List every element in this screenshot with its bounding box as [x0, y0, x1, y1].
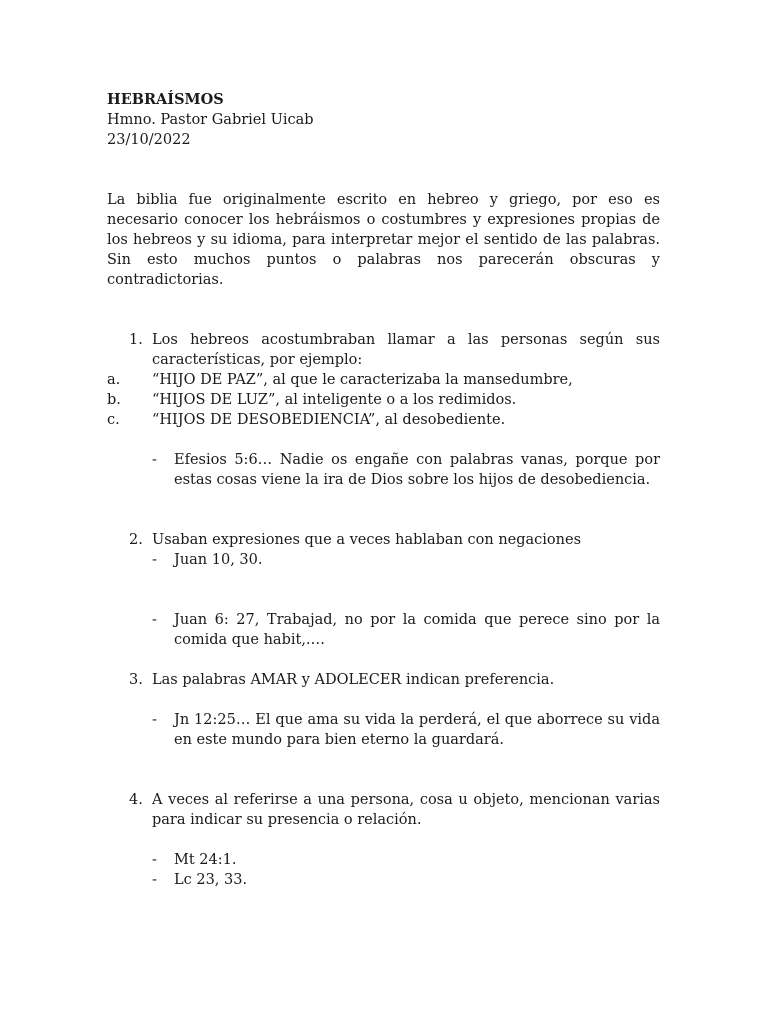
numbered-item-2: [107, 530, 660, 550]
section-3: [107, 670, 660, 750]
item-text: Las palabras AMAR y ADOLECER indican preferencia.: [152, 672, 555, 688]
scripture-reference: [107, 710, 660, 750]
section-4: [107, 790, 660, 890]
letter-item-b: [107, 390, 660, 410]
item-text: “HIJOS DE DESOBEDIENCIA”, al desobediente.: [152, 412, 506, 428]
scripture-reference: [107, 550, 660, 570]
section-2: [107, 530, 660, 650]
reference-text: Juan 6: 27, Trabajad, no por la comida que perece sino por la comida que habit,.…: [174, 612, 660, 648]
numbered-item-1: [107, 330, 660, 370]
reference-text: Jn 12:25… El que ama su vida la perderá, el que aborrece su vida en este mundo para bien eterno la guardará.: [174, 712, 660, 748]
item-letter: a.: [107, 372, 121, 388]
item-text: “HIJOS DE LUZ”, al inteligente o a los redimidos.: [152, 392, 517, 408]
item-number: 3.: [129, 672, 143, 688]
reference-text: Lc 23, 33.: [174, 872, 248, 888]
dash-bullet: -: [152, 872, 157, 888]
scripture-reference: [107, 610, 660, 650]
date-line: 23/10/2022: [107, 132, 191, 148]
letter-item-c: [107, 410, 660, 430]
letter-item-a: [107, 370, 660, 390]
item-text: A veces al referirse a una persona, cosa u objeto, mencionan varias para indicar su presencia o relación.: [152, 792, 660, 828]
author-line: Hmno. Pastor Gabriel Uicab: [107, 112, 314, 128]
intro-paragraph: La biblia fue originalmente escrito en hebreo y griego, por eso es necesario conocer los hebráismos o costumbres y expresiones propias de los hebreos y su idioma, para interpretar mejor el sentido de las palabras. Sin esto muchos puntos o palabras nos parecerán obscuras y contradictorias.: [107, 192, 660, 288]
item-number: 2.: [129, 532, 143, 548]
scripture-reference: [107, 870, 660, 890]
item-number: 4.: [129, 792, 143, 808]
dash-bullet: -: [152, 612, 157, 628]
dash-bullet: -: [152, 452, 157, 468]
numbered-item-3: [107, 670, 660, 690]
item-letter: c.: [107, 412, 120, 428]
document-title: HEBRAÍSMOS: [107, 91, 224, 108]
reference-text: Juan 10, 30.: [174, 552, 263, 568]
scripture-reference: [107, 450, 660, 490]
item-number: 1.: [129, 332, 143, 348]
dash-bullet: -: [152, 712, 157, 728]
reference-text: Mt 24:1.: [174, 852, 237, 868]
section-1: [107, 330, 660, 490]
scripture-reference: [107, 850, 660, 870]
item-letter: b.: [107, 392, 121, 408]
item-text: Los hebreos acostumbraban llamar a las personas según sus características, por ejemplo:: [152, 332, 660, 368]
item-text: Usaban expresiones que a veces hablaban con negaciones: [152, 532, 582, 548]
item-text: “HIJO DE PAZ”, al que le caracterizaba la mansedumbre,: [152, 372, 573, 388]
reference-text: Efesios 5:6… Nadie os engañe con palabras vanas, porque por estas cosas viene la ira de Dios sobre los hijos de desobediencia.: [174, 452, 660, 488]
numbered-item-4: [107, 790, 660, 830]
dash-bullet: -: [152, 552, 157, 568]
dash-bullet: -: [152, 852, 157, 868]
document-page: [107, 90, 660, 890]
